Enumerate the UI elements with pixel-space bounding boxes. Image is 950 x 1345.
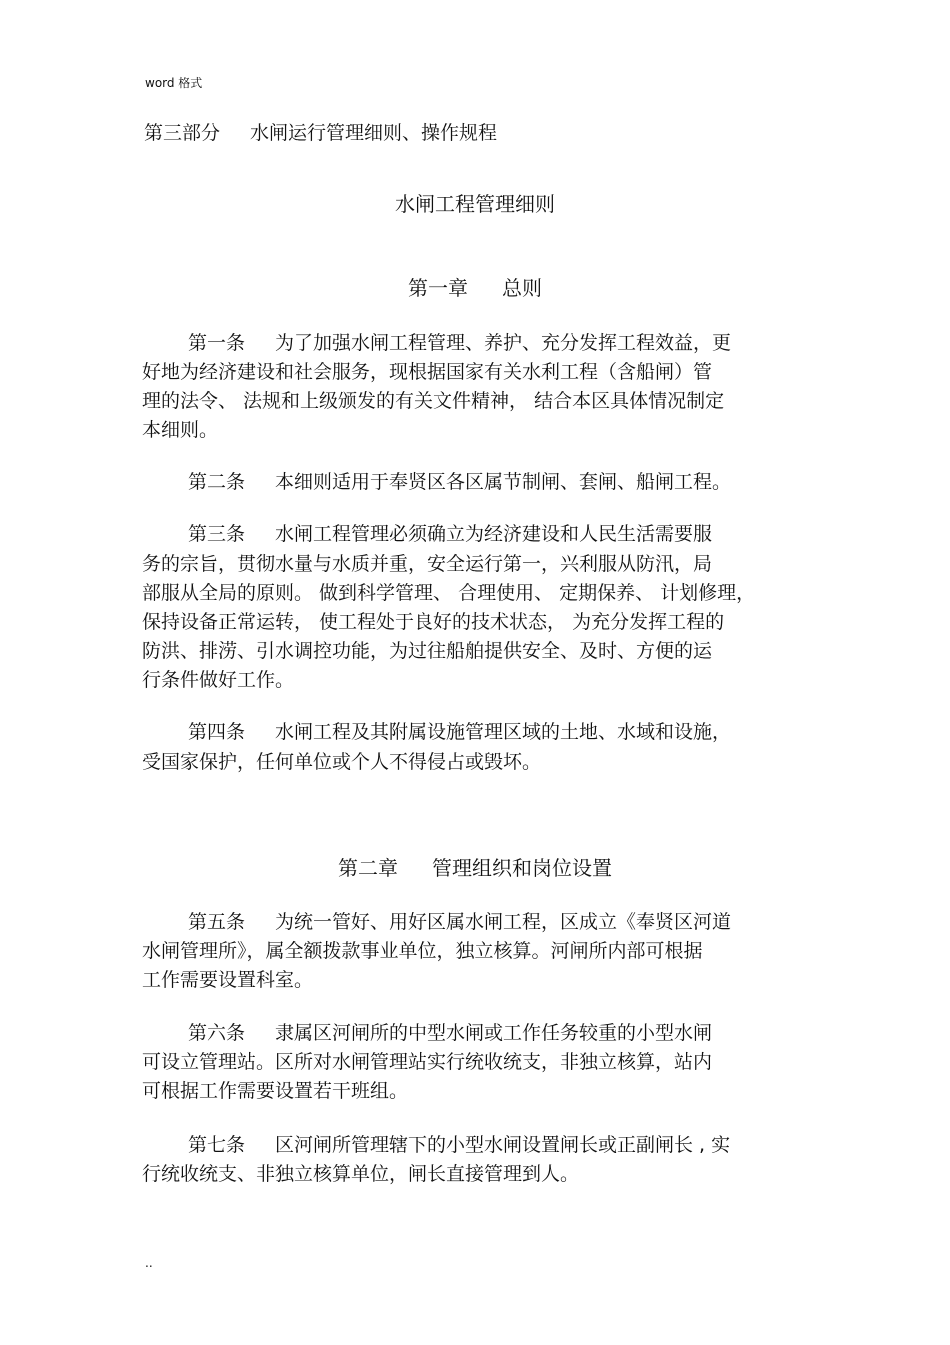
article-line: 务的宗旨，贯彻水量与水质并重，安全运行第一，兴利服从防汛，局 <box>142 553 713 575</box>
article-line: 保持设备正常运转， 使工程处于良好的技术状态， 为充分发挥工程的 <box>142 611 725 633</box>
article-line <box>188 1130 730 1157</box>
part-heading <box>144 118 497 145</box>
article-line: 可根据工作需要设置若干班组。 <box>142 1080 409 1102</box>
article-line: 本细则。 <box>142 419 219 441</box>
page-footer-marker: .. <box>145 1256 153 1270</box>
chapter-heading <box>0 852 950 881</box>
article-line <box>188 519 712 546</box>
article-label: 第四条 <box>188 721 246 743</box>
article-line: 可设立管理站。区所对水闸管理站实行统收统支，非独立核算，站内 <box>142 1051 713 1073</box>
article-line: 好地为经济建设和社会服务，现根据国家有关水利工程（含船闸）管 <box>142 361 713 383</box>
chapter-title: 管理组织和岗位设置 <box>432 856 612 880</box>
page-header-label: word 格式 <box>145 76 203 90</box>
article-text: 本细则适用于奉贤区各区属节制闸、套闸、船闸工程。 <box>275 471 732 493</box>
article-line <box>188 328 731 355</box>
article-line: 受国家保护，任何单位或个人不得侵占或毁坏。 <box>142 751 542 773</box>
article-text: 水闸工程管理必须确立为经济建设和人民生活需要服 <box>275 523 713 545</box>
chapter-title: 总则 <box>502 276 542 300</box>
article-label: 第二条 <box>188 471 246 493</box>
article-text: 隶属区河闸所的中型水闸或工作任务较重的小型水闸 <box>275 1022 713 1044</box>
article-line: 工作需要设置科室。 <box>142 969 314 991</box>
article-line <box>188 467 731 494</box>
article-label: 第六条 <box>188 1022 246 1044</box>
article-line: 防洪、排涝、引水调控功能，为过往船舶提供安全、及时、方便的运 <box>142 640 713 662</box>
part-title: 水闸运行管理细则、操作规程 <box>250 122 498 144</box>
article-text: 为统一管好、用好区属水闸工程，区成立《奉贤区河道 <box>275 911 732 933</box>
article-text: 为了加强水闸工程管理、养护、充分发挥工程效益，更 <box>275 332 732 354</box>
article-label: 第一条 <box>188 332 246 354</box>
article-line: 行统收统支、非独立核算单位，闸长直接管理到人。 <box>142 1163 580 1185</box>
article-line <box>188 1018 712 1045</box>
article-label: 第三条 <box>188 523 246 545</box>
chapter-number: 第一章 <box>408 276 468 300</box>
article-line: 理的法令、 法规和上级颁发的有关文件精神， 结合本区具体情况制定 <box>142 390 725 412</box>
article-label: 第七条 <box>188 1134 246 1156</box>
article-line: 行条件做好工作。 <box>142 669 295 691</box>
chapter-heading <box>0 272 950 301</box>
article-line: 水闸管理所》，属全额拨款事业单位，独立核算。河闸所内部可根据 <box>142 940 703 962</box>
article-line <box>188 907 731 934</box>
part-number: 第三部分 <box>144 122 221 144</box>
article-text: 区河闸所管理辖下的小型水闸设置闸长或正副闸长 , 实 <box>275 1134 731 1156</box>
article-text: 水闸工程及其附属设施管理区域的土地、水域和设施， <box>275 721 732 743</box>
article-line: 部服从全局的原则。 做到科学管理、 合理使用、 定期保养、 计划修理， <box>142 582 756 604</box>
article-line <box>188 717 731 744</box>
document-title: 水闸工程管理细则 <box>395 192 555 216</box>
article-label: 第五条 <box>188 911 246 933</box>
chapter-number: 第二章 <box>338 856 398 880</box>
